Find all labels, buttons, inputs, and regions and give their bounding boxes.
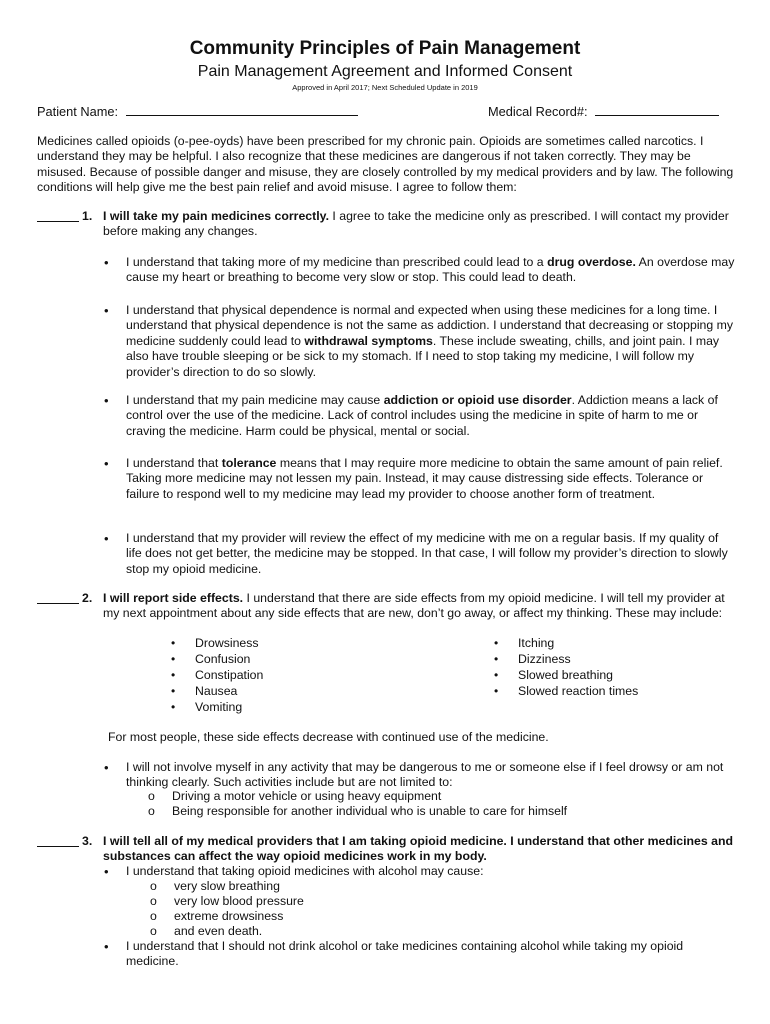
agreement-item-1 [37, 209, 737, 240]
item-number: 2. [82, 591, 93, 605]
circle-bullet-icon: o [150, 879, 157, 893]
side-effect-label: Constipation [195, 668, 264, 682]
side-effect-label: Itching [518, 636, 555, 650]
bullet-icon: • [104, 303, 109, 318]
bullet-icon: • [171, 684, 176, 698]
list-item-text: I understand that taking opioid medicines with alcohol may cause: [126, 864, 484, 878]
item-number: 3. [82, 834, 93, 848]
text-segment: I understand that my pain medicine may cause [126, 393, 384, 407]
bullet-icon: • [104, 393, 109, 408]
medical-record-label: Medical Record#: [488, 104, 588, 119]
bullet-icon: • [171, 700, 176, 714]
text-segment: I understand that [126, 456, 222, 470]
emphasis: drug overdose. [547, 255, 636, 269]
text-segment: . Addiction means a lack of control over the use of the medicine. Lack of control includes using the medicine in spite of harm to me or craving the medicine. Harm could be physical, mental or social. [126, 393, 718, 438]
bullet-icon: • [494, 636, 499, 650]
bullet-icon: • [171, 668, 176, 682]
item-text [103, 591, 737, 622]
sub-list-item-text: Driving a motor vehicle or using heavy equipment [172, 789, 442, 803]
circle-bullet-icon: o [150, 894, 157, 908]
bullet-icon: • [104, 531, 109, 546]
list-item-text [126, 456, 736, 502]
page-subtitle: Pain Management Agreement and Informed Consent [197, 63, 573, 80]
bullet-icon: • [104, 255, 109, 270]
circle-bullet-icon: o [148, 789, 155, 803]
side-effect-label: Drowsiness [195, 636, 259, 650]
circle-bullet-icon: o [150, 909, 157, 923]
text-segment: I understand that physical dependence is normal and expected when using these medicines for a long time. I understand that physical dependence is not the same as addiction. I understand that decreasing or stopping my medicine suddenly could lead to [126, 303, 734, 348]
initials-blank-1[interactable] [37, 221, 79, 222]
bullet-icon: • [104, 864, 109, 879]
text-segment: means that I may require more medicine to obtain the same amount of pain relief. Taking more medicine may not lessen my pain. Instead, it may cause distressing side effects. Tolerance or failure to respond well to my medicine may lead my provider to choose another form of treatment. [126, 456, 723, 501]
text-segment: I understand that taking more of my medicine than prescribed could lead to a [126, 255, 548, 269]
item-text [103, 834, 737, 865]
text-segment: . These include sweating, chills, and joint pain. I may also have trouble sleeping or be sick to my stomach. If I need to stop taking my medicine, I will follow my provider’s direction to do so slowly. [126, 333, 720, 379]
bullet-icon: • [494, 668, 499, 682]
initials-blank-2[interactable] [37, 603, 79, 604]
patient-name-label: Patient Name: [37, 104, 119, 119]
item-heading: I will take my pain medicines correctly. [103, 209, 329, 223]
list-item-text [126, 303, 736, 380]
bullet-icon: • [104, 760, 109, 775]
bullet-icon: • [171, 636, 176, 650]
side-effect-label: Confusion [195, 652, 251, 666]
medical-record-input[interactable] [595, 104, 719, 116]
sub-list-item-text: very low blood pressure [174, 894, 304, 908]
bullet-icon: • [104, 939, 109, 954]
medical-record-field [488, 104, 719, 119]
emphasis: addiction or opioid use disorder [383, 393, 572, 407]
sub-list-item-text: very slow breathing [174, 879, 280, 893]
bullet-icon: • [494, 652, 499, 666]
item-number: 1. [82, 209, 93, 223]
side-effect-label: Dizziness [518, 652, 571, 666]
circle-bullet-icon: o [148, 804, 155, 818]
circle-bullet-icon: o [150, 924, 157, 938]
bullet-icon: • [494, 684, 499, 698]
list-item-text [126, 393, 736, 439]
agreement-item-2 [37, 591, 737, 622]
text-segment: An overdose may cause my heart or breathing to become very slow or stop. This could lead to death. [126, 255, 735, 285]
initials-blank-3[interactable] [37, 846, 79, 847]
bullet-icon: • [171, 652, 176, 666]
list-item-text: I will not involve myself in any activity that may be dangerous to me or someone else if I feel drowsy or am not thinking clearly. Such activities include but are not limited to: [126, 760, 724, 790]
item-body: I understand that there are side effects from my opioid medicine. I will tell my provider at my next appointment about any side effects that are new, don’t go away, or affect my thinking. These may include: [103, 591, 725, 621]
item-body: I agree to take the medicine only as prescribed. I will contact my provider before making any changes. [103, 209, 729, 239]
side-effects-note: For most people, these side effects decrease with continued use of the medicine. [108, 730, 549, 744]
list-item-text [126, 255, 736, 286]
patient-name-input[interactable] [126, 104, 358, 116]
side-effect-label: Nausea [195, 684, 238, 698]
page-title: Community Principles of Pain Management [189, 38, 581, 59]
sub-list-item-text: extreme drowsiness [174, 909, 284, 923]
emphasis: tolerance [221, 456, 277, 470]
agreement-item-3 [37, 834, 737, 865]
sub-list-item-text: and even death. [174, 924, 263, 938]
patient-name-field [37, 104, 358, 119]
item-text [103, 209, 737, 240]
bullet-icon: • [104, 456, 109, 471]
side-effect-label: Slowed reaction times [518, 684, 639, 698]
emphasis: withdrawal symptoms [304, 333, 433, 348]
side-effect-label: Vomiting [195, 700, 243, 714]
list-item-text: I understand that my provider will review the effect of my medicine with me on a regular basis. If my quality of life does not get better, the medicine may be stopped. In that case, I will follow my provider’s direction to slowly stop my opioid medicine. [126, 531, 728, 576]
approval-note: Approved in April 2017; Next Scheduled Update in 2019 [292, 83, 478, 92]
side-effect-label: Slowed breathing [518, 668, 614, 682]
intro-paragraph: Medicines called opioids (o-pee-oyds) have been prescribed for my chronic pain. Opioids are sometimes called narcotics. I understand they may be helpful. I also recognize that these medicines are dangerous if not taken correctly. They may be misused. Because of possible danger and misuse, they are closely controlled by my medical providers and by law. The following conditions will help give me the best pain relief and avoid misuse. I agree to follow them: [37, 134, 734, 195]
item-heading: I will report side effects. [103, 591, 244, 605]
item-heading: I will tell all of my medical providers that I am taking opioid medicine. I understand that other medicines and substances can affect the way opioid medicines work in my body. [103, 834, 733, 864]
sub-list-item-text: Being responsible for another individual who is unable to care for himself [172, 804, 568, 818]
list-item-text: I understand that I should not drink alcohol or take medicines containing alcohol while taking my opioid medicine. [126, 939, 684, 969]
